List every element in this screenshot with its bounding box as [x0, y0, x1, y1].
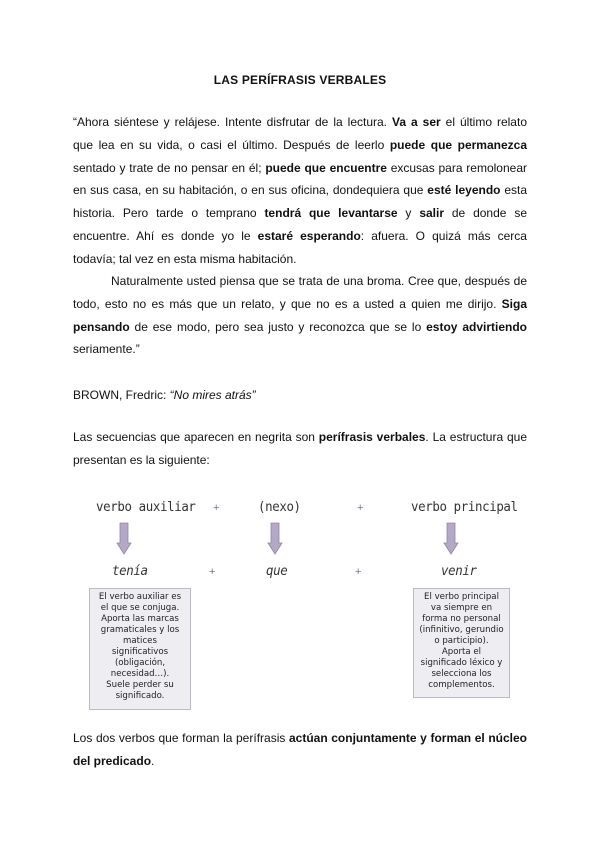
- example-que: que: [266, 563, 288, 579]
- box-line: forma no personal: [422, 614, 501, 624]
- text-run: : afuera. O quizá más cerca todavía; tal vez en esta misma habitación.: [73, 228, 527, 266]
- box-line: (infinitivo, gerundio: [419, 625, 504, 635]
- text-run: excusas para remolonear en sus casa, en su habitación, o en sus oficina, dondequiera que: [73, 160, 527, 198]
- bold-text: estaré esperando: [257, 228, 361, 243]
- bold-text: Va a ser: [392, 115, 441, 129]
- box-line: gramaticales y los: [100, 625, 180, 635]
- box-line: selecciona los: [431, 669, 492, 679]
- down-arrow-icon: [267, 522, 283, 556]
- box-line: significado léxico y: [420, 658, 503, 668]
- box-line: (obligación,: [114, 658, 166, 668]
- text-run: “Ahora siéntese y relájese. Intente disfrutar de la lectura.: [73, 115, 392, 129]
- quote-paragraph-1: [73, 111, 527, 271]
- plus-sign: +: [355, 566, 362, 578]
- header-verbo-principal: verbo principal: [411, 499, 518, 515]
- box-line: va siempre en: [430, 603, 493, 613]
- bold-text: perífrasis verbales: [318, 430, 426, 444]
- example-tenia: tenía: [112, 563, 148, 579]
- box-line: significado.: [115, 691, 165, 701]
- text-run: sentado y trate de no pensar en él;: [73, 160, 266, 175]
- intro-paragraph: [73, 426, 527, 472]
- text-run: Naturalmente usted piensa que se trata de una broma. Cree que, después de todo, esto no es más que un relato, y que no es a usted a quien me dirijo.: [73, 274, 527, 311]
- box-line: El verbo auxiliar es: [98, 592, 182, 602]
- box-line: necesidad…).: [110, 669, 170, 679]
- bold-text: estoy advirtiendo: [426, 319, 528, 334]
- box-line: complementos.: [428, 680, 495, 690]
- box-line: o participio).: [434, 636, 489, 646]
- text-run: Las secuencias que aparecen en negrita son: [73, 430, 319, 444]
- plus-sign: +: [213, 502, 220, 514]
- text-run: el último relato que lea en su vida, o casi el último. Después de leerlo: [73, 115, 527, 152]
- box-line: matices: [123, 636, 157, 646]
- bold-text: tendrá que levantarse: [264, 206, 398, 221]
- quote-paragraph-2: [73, 270, 527, 361]
- box-line: el que se conjuga.: [100, 603, 180, 613]
- text-run: . La estructura que presentan es la siguiente:: [73, 430, 528, 467]
- example-venir: venir: [441, 563, 477, 579]
- header-verbo-auxiliar: verbo auxiliar: [96, 499, 196, 515]
- text-run: de ese modo, pero sea justo y reconozca que se lo: [129, 319, 427, 334]
- down-arrow-icon: [443, 522, 459, 556]
- page-title: LAS PERÍFRASIS VERBALES: [213, 73, 387, 87]
- bold-text: puede que encuentre: [265, 160, 387, 175]
- bold-text: esté leyendo: [427, 183, 501, 198]
- box-line: Suele perder su: [106, 680, 174, 690]
- bold-text: puede que permanezca: [389, 137, 527, 152]
- box-line: El verbo principal: [424, 592, 499, 602]
- text-run: de donde se encuentre. Ahí es donde yo le: [73, 206, 527, 243]
- bold-text: actúan conjuntamente y forman el núcleo del predicado: [73, 731, 528, 768]
- text-run: BROWN, Fredric:: [73, 388, 170, 402]
- down-arrow-icon: [116, 522, 132, 556]
- periphrasis-diagram: [70, 495, 530, 720]
- text-run: .: [151, 753, 155, 768]
- text-run: y: [397, 206, 420, 221]
- text-run: esta historia. Pero tarde o temprano: [73, 183, 528, 221]
- plus-sign: +: [357, 502, 364, 514]
- italic-text: “No mires atrás”: [169, 388, 256, 402]
- box-line: Aporta el: [441, 647, 482, 657]
- plus-sign: +: [209, 566, 216, 578]
- box-line: Aporta las marcas: [101, 614, 179, 624]
- text-run: Los dos verbos que forman la perífrasis: [73, 731, 289, 745]
- box-line: significativos: [111, 647, 169, 657]
- text-run: seriamente.”: [73, 342, 140, 357]
- header-nexo: (nexo): [258, 499, 301, 515]
- main-verb-box: [413, 588, 510, 698]
- conclusion-paragraph: [73, 727, 527, 773]
- bold-text: salir: [419, 206, 444, 221]
- source-citation: [73, 384, 527, 407]
- bold-text: Siga pensando: [73, 296, 527, 334]
- auxiliary-verb-box: [89, 588, 191, 710]
